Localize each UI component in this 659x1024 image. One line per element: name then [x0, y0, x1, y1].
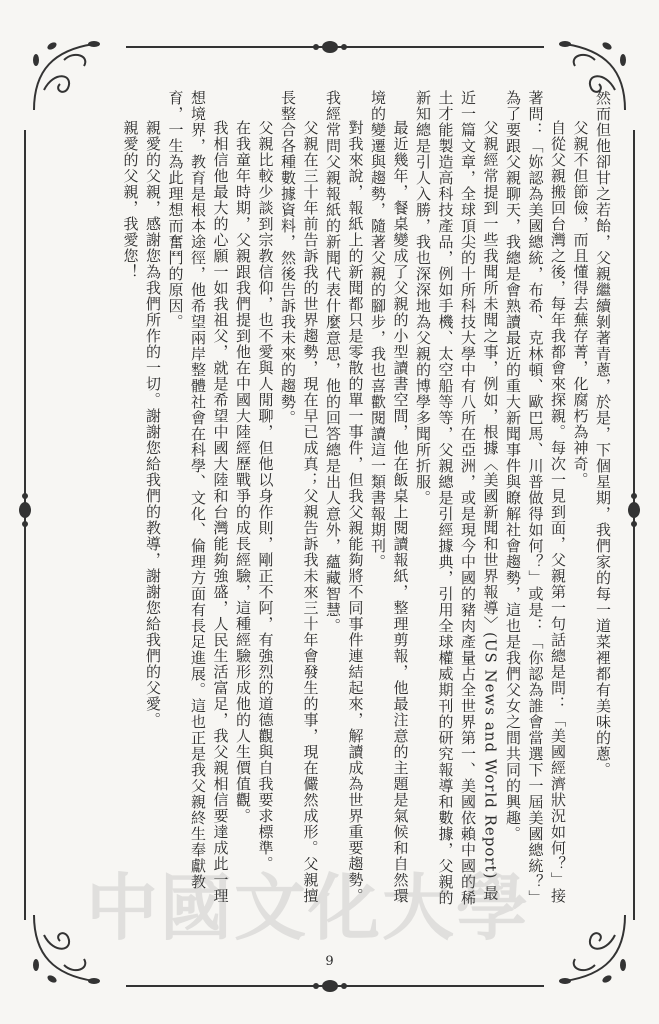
paragraph: 對我來說，報紙上的新聞都只是零散的單一事件，但我父親能夠將不同事件連結起來，解讀成為世界重要趨勢。我經常問父親報紙的新聞代表什麼意思，他的回答總是出人意外，蘊藏智慧。 [324, 90, 365, 904]
right-border-dot-icon [626, 490, 642, 530]
paragraph: 親愛的父親，感謝您為我們所作的一切。謝謝您給我們的教導，謝謝您給我們的父愛。 [144, 120, 162, 728]
paragraph: 最近幾年，餐桌變成了父親的小型讀書空間，他在飯桌上閱讀報紙，整理剪報，他最注意的主題是氣候和自然環境的變遷與趨勢，隨著父親的腳步，我也喜歡閱讀這一類書報期刊。 [369, 90, 410, 904]
paragraph: 在我童年時期，父親跟我們提到他在中國大陸經歷戰爭的成長經驗，這種經驗形成他的人生價值觀。 [234, 120, 252, 824]
paragraph: 父親在三十年前告訴我的世界趨勢，現在早已成真；父親告訴我未來三十年會發生的事，現在儼然成形。父親擅長整合各種數據資料，然後告訴我未來的趨勢。 [279, 90, 320, 904]
bottom-border-dot-icon [310, 977, 350, 995]
paragraph: 然而但他卻甘之若飴，父親繼續剝著青蔥，於是，下個星期，我們家的每一道菜裡都有美味的蔥。 [594, 90, 612, 778]
paragraph: 我相信他最大的心願一如我祖父，就是希望中國大陸和台灣能夠強盛，人民生活富足，我父親相信要達成此一理想境界，教育是根本途徑，他希望兩岸整體社會在科學、文化、倫理方面有長足進展。這也正是我父親終生奉獻教育，一生為此理想而奮鬥的原因。 [166, 90, 230, 904]
paragraph: 父親經常提到一些我聞所未聞之事，例如，根據〈美國新聞和世界報導〉(US News and World Report) 最近一篇文章，全球頂尖的十所科技大學中有八所在亞洲，或是現今中國的豬肉產量占全世界第一、美國依賴中國的稀土才能製造高科技產品，例如手機、太空船等等，父親總是引經據典，引用全球權威期刊的研究報導和數據，父親的新知總是引人入勝，我也深深地為父親的博學多聞所折服。 [414, 90, 500, 906]
paragraph: 親愛的父親，我愛您！ [121, 120, 140, 280]
paragraph: 自從父親搬回台灣之後，每年我都會來探親。每次一見到面，父親第一句話總是問：「美國經濟狀況如何？」接著問：「妳認為美國總統，布希、克林頓、歐巴馬、川普做得如何？」或是：「你認為誰會當選下一屆美國總統？」為了要跟父親聊天，我總是會熟讀最近的重大新聞事件與瞭解社會趨勢，這也是我們父女之間共同的興趣。 [504, 90, 567, 906]
body-text [62, 90, 614, 910]
watermark: 中國文化大學 [86, 866, 531, 950]
bottom-right-flourish-icon [545, 905, 635, 995]
page-number: 9 [325, 954, 334, 969]
top-border-dot-icon [310, 38, 350, 56]
left-border-dot-icon [17, 490, 33, 530]
paragraph: 父親比較少談到宗教信仰，也不愛與人閒聊，但他以身作則，剛正不阿，有強烈的道德觀與自我要求標準。 [256, 120, 275, 872]
paragraph: 父親不但節儉，而且懂得去蕪存菁，化腐朽為神奇。 [571, 120, 590, 488]
